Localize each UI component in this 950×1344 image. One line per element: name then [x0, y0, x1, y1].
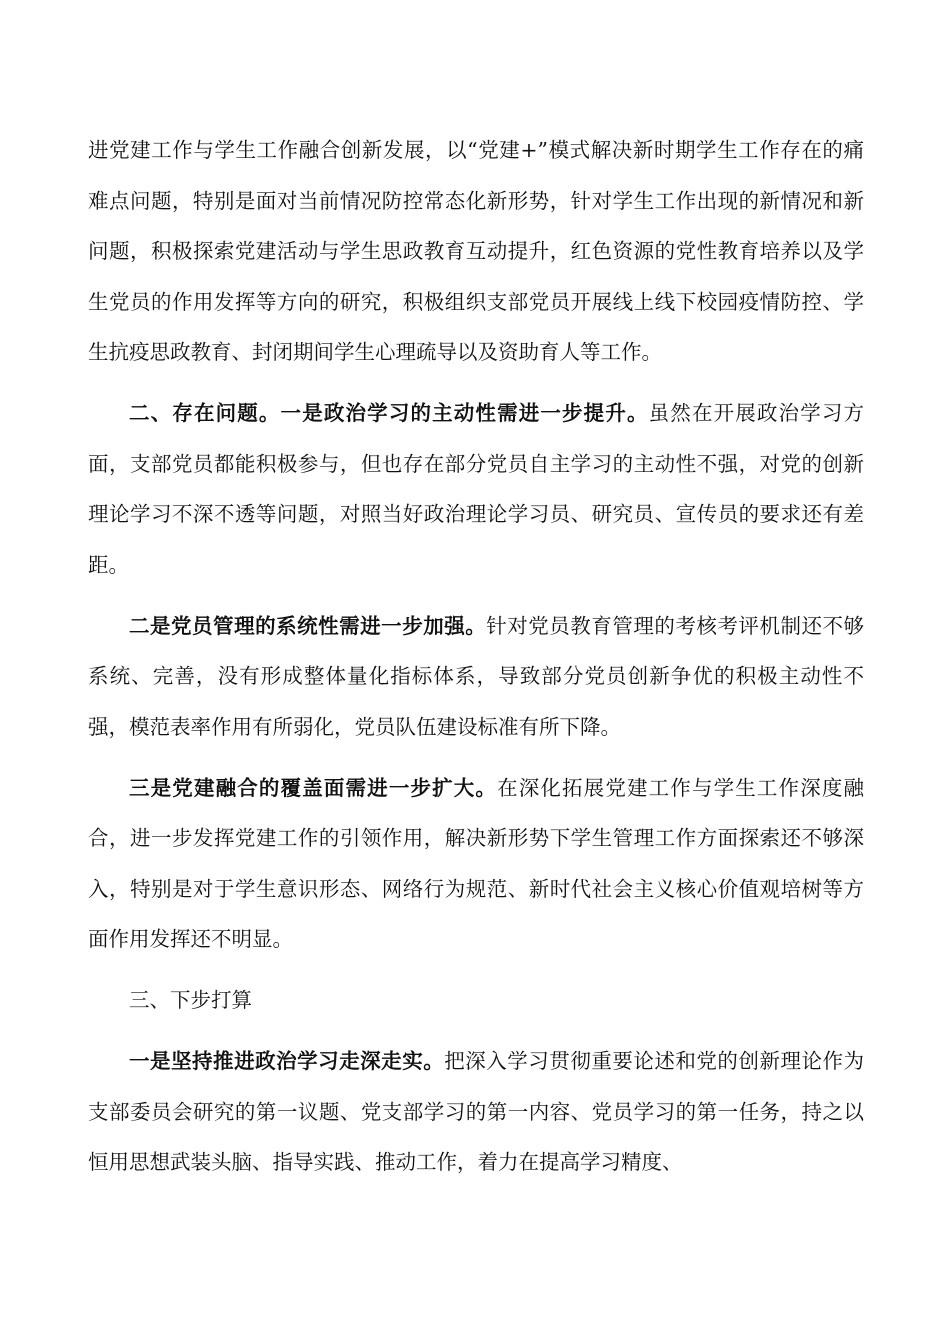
section-heading-next-steps: 三、下步打算 — [129, 988, 252, 1012]
paragraph-problems-1 — [88, 388, 864, 590]
paragraph-heading: 二是党员管理的系统性需进一步加强。 — [129, 613, 487, 638]
paragraph-heading: 三是党建融合的覆盖面需进一步扩大。 — [129, 775, 498, 800]
paragraph-heading: 二、存在问题。一是政治学习的主动性需进一步提升。 — [129, 401, 649, 425]
paragraph-intro: 进党建工作与学生工作融合创新发展，以“党建+”模式解决新时期学生工作存在的痛难点问题，特别是面对当前情况防控常态化新形势，针对学生工作出现的新情况和新问题，积极探索党建活动与学生思政教育互动提升，红色资源的党性教育培养以及学生党员的作用发挥等方向的研究，积极组织支部党员开展线上线下校园疫情防控、学生抗疫思政教育、封闭期间学生心理疏导以及资助育人等工作。 — [88, 138, 864, 364]
paragraph-problems-3 — [88, 763, 864, 965]
paragraph-text: 针对党员教育管理的考核考评机制还不够系统、完善，没有形成整体量化指标体系，导致部分党员创新争优的积极主动性不强，模范表率作用有所弱化，党员队伍建设标准有所下降。 — [88, 613, 864, 739]
paragraph-plan-1 — [88, 1036, 864, 1188]
paragraph-problems-2 — [88, 601, 864, 753]
document-body — [88, 125, 864, 1198]
paragraph-heading: 一是坚持推进政治学习走深走实。 — [129, 1049, 445, 1073]
paragraph-text: 在深化拓展党建工作与学生工作深度融合，进一步发挥党建工作的引领作用，解决新形势下学生管理工作方面探索还不够深入，特别是对于学生意识形态、网络行为规范、新时代社会主义核心价值观培树等方面作用发挥还不明显。 — [88, 775, 865, 951]
paragraph-text: 虽然在开展政治学习方面，支部党员都能积极参与，但也存在部分党员自主学习的主动性不强，对党的创新理论学习不深不透等问题，对照当好政治理论学习员、研究员、宣传员的要求还有差距。 — [88, 401, 865, 577]
paragraph-text: 把深入学习贯彻重要论述和党的创新理论作为支部委员会研究的第一议题、党支部学习的第一内容、党员学习的第一任务，持之以恒用思想武装头脑、指导实践、推动工作，着力在提高学习精度、 — [88, 1049, 865, 1174]
